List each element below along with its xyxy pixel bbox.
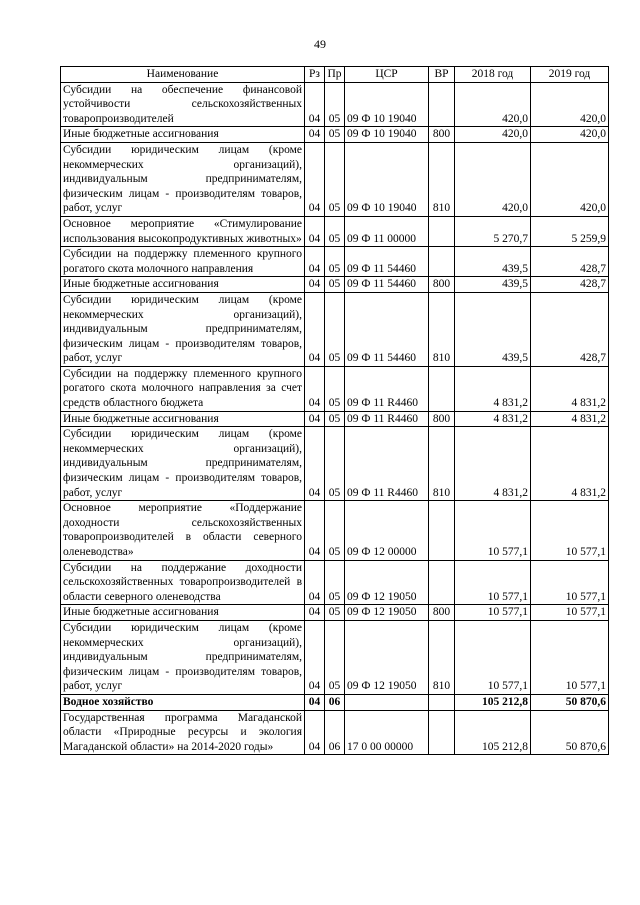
cell-csr: 09 Ф 11 54460 [345, 277, 429, 293]
cell-vr: 810 [429, 142, 455, 216]
table-row [61, 142, 609, 216]
table-row [61, 605, 609, 621]
cell-rz: 04 [305, 427, 325, 501]
table-row [61, 247, 609, 277]
cell-pr: 05 [325, 292, 345, 366]
cell-vr [429, 710, 455, 755]
table-row [61, 620, 609, 694]
cell-vr [429, 501, 455, 560]
cell-rz: 04 [305, 605, 325, 621]
cell-2018: 4 831,2 [455, 411, 531, 427]
cell-csr: 09 Ф 11 R4460 [345, 411, 429, 427]
table-header-row [61, 67, 609, 83]
cell-name: Основное мероприятие «Стимулирование использования высокопродуктивных животных» [61, 216, 305, 246]
table-row [61, 366, 609, 411]
cell-name: Субсидии юридическим лицам (кроме некоммерческих организаций), индивидуальным предпринимателям, физическим лицам - производителям товаров, работ, услуг [61, 427, 305, 501]
header-name: Наименование [61, 67, 305, 83]
cell-rz: 04 [305, 247, 325, 277]
table-row [61, 560, 609, 605]
cell-pr: 06 [325, 710, 345, 755]
cell-pr: 05 [325, 216, 345, 246]
cell-pr: 05 [325, 620, 345, 694]
table-row [61, 710, 609, 755]
cell-pr: 05 [325, 142, 345, 216]
cell-name: Субсидии юридическим лицам (кроме некоммерческих организаций), индивидуальным предпринимателям, физическим лицам - производителям товаров, работ, услуг [61, 142, 305, 216]
cell-2019: 420,0 [531, 127, 609, 143]
cell-csr: 17 0 00 00000 [345, 710, 429, 755]
cell-rz: 04 [305, 620, 325, 694]
cell-2019: 428,7 [531, 247, 609, 277]
header-2018: 2018 год [455, 67, 531, 83]
cell-rz: 04 [305, 127, 325, 143]
table-row [61, 411, 609, 427]
cell-rz: 04 [305, 560, 325, 605]
cell-2018: 420,0 [455, 127, 531, 143]
table-row [61, 216, 609, 246]
cell-pr: 05 [325, 560, 345, 605]
cell-name: Иные бюджетные ассигнования [61, 605, 305, 621]
cell-rz: 04 [305, 142, 325, 216]
budget-table [60, 66, 609, 755]
table-row [61, 277, 609, 293]
cell-pr: 05 [325, 127, 345, 143]
cell-vr [429, 216, 455, 246]
cell-2018: 10 577,1 [455, 620, 531, 694]
cell-name: Субсидии юридическим лицам (кроме некоммерческих организаций), индивидуальным предпринимателям, физическим лицам - производителям товаров, работ, услуг [61, 620, 305, 694]
cell-2018: 5 270,7 [455, 216, 531, 246]
cell-csr: 09 Ф 10 19040 [345, 82, 429, 127]
header-2019: 2019 год [531, 67, 609, 83]
cell-vr: 810 [429, 427, 455, 501]
cell-rz: 04 [305, 411, 325, 427]
cell-vr [429, 247, 455, 277]
cell-pr: 05 [325, 247, 345, 277]
cell-2019: 428,7 [531, 277, 609, 293]
cell-2018: 439,5 [455, 292, 531, 366]
cell-rz: 04 [305, 501, 325, 560]
cell-2018: 10 577,1 [455, 560, 531, 605]
cell-2019: 50 870,6 [531, 694, 609, 710]
cell-pr: 06 [325, 694, 345, 710]
cell-vr: 800 [429, 411, 455, 427]
cell-2019: 10 577,1 [531, 560, 609, 605]
cell-name: Субсидии на поддержку племенного крупного рогатого скота молочного направления [61, 247, 305, 277]
cell-pr: 05 [325, 411, 345, 427]
cell-2019: 420,0 [531, 142, 609, 216]
cell-2018: 4 831,2 [455, 366, 531, 411]
header-pr: Пр [325, 67, 345, 83]
cell-2019: 50 870,6 [531, 710, 609, 755]
cell-2019: 10 577,1 [531, 620, 609, 694]
cell-vr: 810 [429, 620, 455, 694]
cell-name: Субсидии на поддержку племенного крупного рогатого скота молочного направления за счет средств областного бюджета [61, 366, 305, 411]
cell-pr: 05 [325, 366, 345, 411]
cell-vr [429, 560, 455, 605]
cell-2018: 4 831,2 [455, 427, 531, 501]
table-row [61, 82, 609, 127]
cell-csr: 09 Ф 11 00000 [345, 216, 429, 246]
table-row [61, 501, 609, 560]
cell-rz: 04 [305, 277, 325, 293]
table-row [61, 292, 609, 366]
cell-pr: 05 [325, 501, 345, 560]
cell-rz: 04 [305, 710, 325, 755]
cell-vr: 800 [429, 277, 455, 293]
cell-2018: 10 577,1 [455, 605, 531, 621]
cell-2018: 105 212,8 [455, 694, 531, 710]
cell-2018: 439,5 [455, 247, 531, 277]
cell-rz: 04 [305, 694, 325, 710]
cell-2019: 5 259,9 [531, 216, 609, 246]
cell-2019: 4 831,2 [531, 427, 609, 501]
cell-2019: 10 577,1 [531, 501, 609, 560]
cell-csr: 09 Ф 10 19040 [345, 127, 429, 143]
cell-csr: 09 Ф 12 19050 [345, 620, 429, 694]
cell-csr: 09 Ф 11 54460 [345, 247, 429, 277]
cell-pr: 05 [325, 427, 345, 501]
cell-2019: 420,0 [531, 82, 609, 127]
cell-2019: 10 577,1 [531, 605, 609, 621]
header-rz: Рз [305, 67, 325, 83]
cell-csr: 09 Ф 11 54460 [345, 292, 429, 366]
cell-csr: 09 Ф 12 19050 [345, 560, 429, 605]
cell-name: Основное мероприятие «Поддержание доходности сельскохозяйственных товаропроизводителей в области северного оленеводства» [61, 501, 305, 560]
table-row [61, 427, 609, 501]
cell-2018: 105 212,8 [455, 710, 531, 755]
table-row [61, 127, 609, 143]
cell-rz: 04 [305, 216, 325, 246]
cell-2018: 420,0 [455, 82, 531, 127]
cell-name: Иные бюджетные ассигнования [61, 277, 305, 293]
cell-vr [429, 366, 455, 411]
cell-name: Субсидии юридическим лицам (кроме некоммерческих организаций), индивидуальным предпринимателям, физическим лицам - производителям товаров, работ, услуг [61, 292, 305, 366]
table-row [61, 694, 609, 710]
cell-2018: 439,5 [455, 277, 531, 293]
cell-2018: 10 577,1 [455, 501, 531, 560]
cell-2019: 4 831,2 [531, 411, 609, 427]
cell-vr: 800 [429, 605, 455, 621]
cell-vr [429, 82, 455, 127]
cell-name: Иные бюджетные ассигнования [61, 127, 305, 143]
cell-name: Субсидии на обеспечение финансовой устойчивости сельскохозяйственных товаропроизводителей [61, 82, 305, 127]
table-body [61, 82, 609, 755]
cell-vr [429, 694, 455, 710]
cell-csr: 09 Ф 11 R4460 [345, 366, 429, 411]
cell-csr: 09 Ф 11 R4460 [345, 427, 429, 501]
cell-2018: 420,0 [455, 142, 531, 216]
cell-pr: 05 [325, 277, 345, 293]
cell-csr: 09 Ф 12 19050 [345, 605, 429, 621]
cell-2019: 428,7 [531, 292, 609, 366]
cell-rz: 04 [305, 366, 325, 411]
cell-rz: 04 [305, 82, 325, 127]
cell-name: Государственная программа Магаданской области «Природные ресурсы и экология Магаданской области» на 2014-2020 годы» [61, 710, 305, 755]
cell-vr: 800 [429, 127, 455, 143]
cell-2019: 4 831,2 [531, 366, 609, 411]
page-number: 49 [314, 37, 326, 51]
cell-csr: 09 Ф 12 00000 [345, 501, 429, 560]
header-csr: ЦСР [345, 67, 429, 83]
cell-csr: 09 Ф 10 19040 [345, 142, 429, 216]
cell-rz: 04 [305, 292, 325, 366]
cell-name: Иные бюджетные ассигнования [61, 411, 305, 427]
cell-vr: 810 [429, 292, 455, 366]
cell-csr [345, 694, 429, 710]
cell-pr: 05 [325, 605, 345, 621]
cell-name: Водное хозяйство [61, 694, 305, 710]
cell-pr: 05 [325, 82, 345, 127]
cell-name: Субсидии на поддержание доходности сельскохозяйственных товаропроизводителей в области северного оленеводства [61, 560, 305, 605]
header-vr: ВР [429, 67, 455, 83]
